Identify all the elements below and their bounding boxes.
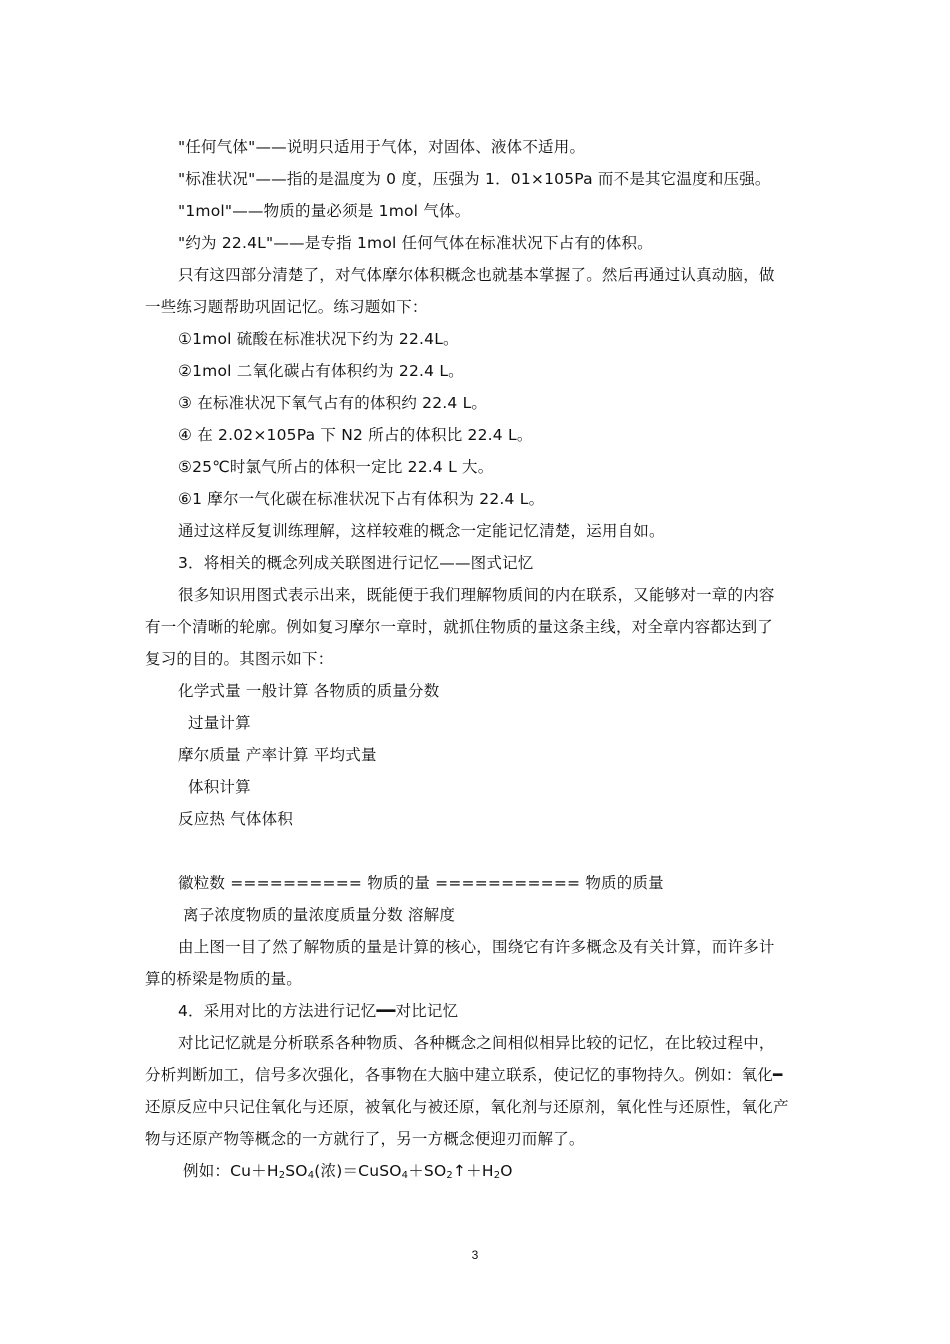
diagram-line: 反应热 气体体积 — [178, 810, 294, 828]
text-line: "1mol"——物质的量必须是 1mol 气体。 — [178, 202, 471, 220]
section-heading: 3．将相关的概念列成关联图进行记忆——图式记忆 — [178, 554, 534, 572]
equation-part: 例如：Cu＋H — [183, 1162, 279, 1180]
diagram-line: 过量计算 — [188, 714, 251, 732]
equation-part: ＋SO — [408, 1162, 447, 1180]
text-line: 很多知识用图式表示出来，既能便于我们理解物质间的内在联系，又能够对一章的内容 — [178, 586, 775, 604]
diagram-line: 体积计算 — [188, 778, 251, 796]
equation-part: ↑＋H — [452, 1162, 494, 1180]
text-line: "任何气体"——说明只适用于气体，对固体、液体不适用。 — [178, 138, 586, 156]
text-line: 只有这四部分清楚了，对气体摩尔体积概念也就基本掌握了。然后再通过认真动脑，做 — [178, 266, 775, 284]
page-body — [145, 131, 810, 1187]
text-line: 通过这样反复训练理解，这样较难的概念一定能记忆清楚，运用自如。 — [178, 522, 665, 540]
exercise-item: ②1mol 二氧化碳占有体积约为 22.4 L。 — [178, 362, 464, 380]
diagram-line: 化学式量 一般计算 各物质的质量分数 — [178, 682, 440, 700]
equation-part: (浓)＝CuSO — [314, 1162, 402, 1180]
blank-line — [145, 835, 810, 867]
text-line: 对比记忆就是分析联系各种物质、各种概念之间相似相异比较的记忆，在比较过程中， — [178, 1034, 775, 1052]
subscript: 2 — [493, 1170, 501, 1181]
text-line: "标准状况"——指的是温度为 0 度，压强为 1．01×105Pa 而不是其它温度和压强。 — [178, 170, 771, 188]
subscript: 2 — [446, 1170, 453, 1181]
text-line: 还原反应中只记住氧化与还原，被氧化与被还原，氧化剂与还原剂，氧化性与还原性，氧化产 — [145, 1098, 789, 1116]
text-line: "约为 22.4L"——是专指 1mol 任何气体在标准状况下占有的体积。 — [178, 234, 653, 252]
text-line: 分析判断加工，信号多次强化，各事物在大脑中建立联系，使记忆的事物持久。例如：氧化━ — [145, 1066, 783, 1084]
subscript: 2 — [278, 1170, 286, 1181]
exercise-item: ③ 在标准状况下氧气占有的体积约 22.4 L。 — [178, 394, 488, 412]
diagram-line: 离子浓度物质的量浓度质量分数 溶解度 — [183, 906, 456, 924]
chemical-equation — [145, 1155, 810, 1187]
text-line: 有一个清晰的轮廓。例如复习摩尔一章时，就抓住物质的量这条主线，对全章内容都达到了 — [145, 618, 774, 636]
text-line: 物与还原产物等概念的一方就行了，另一方概念便迎刃而解了。 — [145, 1130, 585, 1148]
text-line: 算的桥梁是物质的量。 — [145, 970, 303, 988]
exercise-item: ④ 在 2.02×105Pa 下 N2 所占的体积比 22.4 L。 — [178, 426, 533, 444]
equation-part: SO — [285, 1162, 308, 1180]
subscript: 4 — [401, 1170, 409, 1181]
section-heading: 4．采用对比的方法进行记忆━━对比记忆 — [178, 1002, 459, 1020]
text-line: 由上图一目了然了解物质的量是计算的核心，围绕它有许多概念及有关计算，而许多计 — [178, 938, 775, 956]
diagram-line: 摩尔质量 产率计算 平均式量 — [178, 746, 377, 764]
page-number: 3 — [471, 1248, 479, 1262]
equation-part: O — [500, 1162, 513, 1180]
exercise-item: ①1mol 硫酸在标准状况下约为 22.4L。 — [178, 330, 459, 348]
text-line: 复习的目的。其图示如下： — [145, 650, 334, 668]
subscript: 4 — [307, 1170, 315, 1181]
exercise-item: ⑥1 摩尔一气化碳在标准状况下占有体积为 22.4 L。 — [178, 490, 545, 508]
diagram-line: 徽粒数 ========== 物质的量 =========== 物质的质量 — [178, 874, 664, 892]
exercise-item: ⑤25℃时氯气所占的体积一定比 22.4 L 大。 — [178, 458, 494, 476]
text-line: 一些练习题帮助巩固记忆。练习题如下： — [145, 298, 428, 316]
